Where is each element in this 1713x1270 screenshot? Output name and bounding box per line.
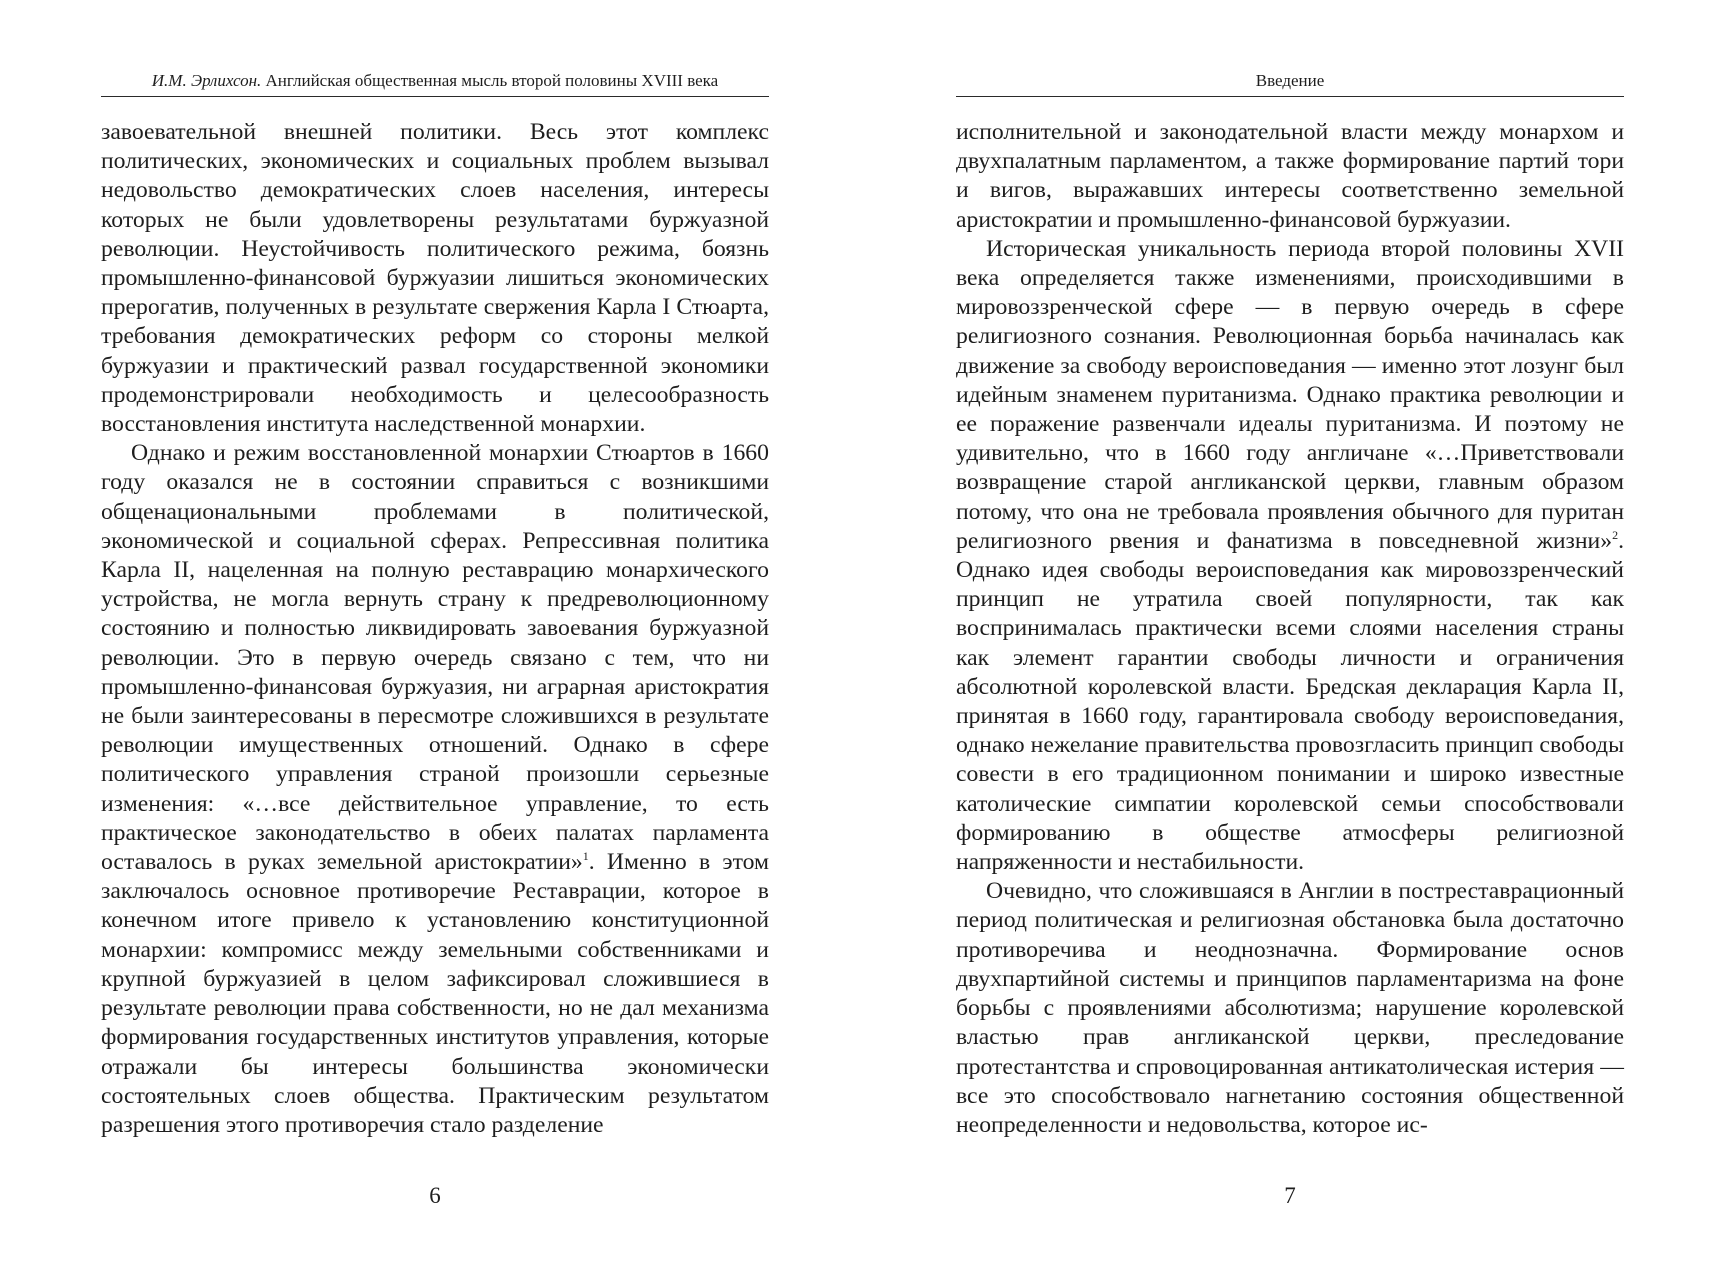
paragraph-text: Очевидно, что сложившаяся в Англии в постреставрационный период политическая и религиозная обстановка была достаточно противоречива и неоднозначна. Формирование основ двухпартийной системы и принципов парламентаризма на фоне борьбы с проявлениями абсолютизма; нарушение королевской властью прав англиканской церкви, преследование протестантства и спровоцированная антикатолическая истерия — все это способствовало нагнетанию состояния общественной неопределенности и недовольства, которое ис- — [956, 878, 1624, 1138]
footnote-marker: 1 — [582, 849, 589, 864]
paragraph — [956, 235, 1624, 877]
paragraph — [101, 439, 769, 1140]
paragraph — [956, 877, 1624, 1140]
paragraph-text: Однако и режим восстановленной монархии Стюартов в 1660 году оказался не в состоянии справиться с возникшими общенациональными проблемами в политической, экономической и социальной сферах. Репрессивная политика Карла II, нацеленная на полную реставрацию монархического устройства, не могла вернуть страну к предреволюционному состоянию и полностью ликвидировать завоевания буржуазной революции. Это в первую очередь связано с тем, что ни промышленно-финансовая буржуазия, ни аграрная аристократия не были заинтересованы в пересмотре сложившихся в результате революции имущественных отношений. Однако в сфере политического управления страной произошли серьезные изменения: «…все действительное управление, то есть практическое законодательство в обеих палатах парламента оставалось в руках земельной аристократии» — [101, 440, 769, 876]
running-head-right — [956, 70, 1624, 97]
running-head-book-title: Английская общественная мысль второй половины XVIII века — [265, 71, 719, 90]
footnote-marker: 2 — [1612, 527, 1619, 542]
right-page-body — [956, 118, 1624, 1140]
paragraph-text: завоевательной внешней политики. Весь этот комплекс политических, экономических и социальных проблем вызывал недовольство демократических слоев населения, интересы которых не были удовлетворены результатами буржуазной революции. Неустойчивость политического режима, боязнь промышленно-финансовой буржуазии лишиться экономических прерогатив, полученных в результате свержения Карла I Стюарта, требования демократических реформ со стороны мелкой буржуазии и практический развал государственной экономики продемонстрировали необходимость и целесообразность восстановления института наследственной монархии. — [101, 119, 769, 438]
paragraph-text: Историческая уникальность периода второй половины XVII века определяется также изменениями, происходившими в мировоззренческой сфере — в первую очередь в сфере религиозного сознания. Революционная борьба начиналась как движение за свободу вероисповедания — именно этот лозунг был идейным знаменем пуританизма. Однако практика революции и ее поражение развенчали идеалы пуританизма. И поэтому не удивительно, что в 1660 году англичане «…Приветствовали возвращение старой англиканской церкви, главным образом потому, что она не требовала проявления обычного для пуритан религиозного рвения и фанатизма в повседневной жизни» — [956, 235, 1624, 554]
paragraph — [101, 118, 769, 439]
running-head-author: И.М. Эрлихсон. — [151, 71, 262, 90]
paragraph-text-continued: . Именно в этом заключалось основное противоречие Реставрации, которое в конечном итоге привело к установлению конституционной монархии: компромисс между земельными собственниками и крупной буржуазией в целом зафиксировал сложившиеся в результате революции права собственности, но не дал механизма формирования государственных институтов управления, которые отражали бы интересы большинства экономически состоятельных слоев общества. Практическим результатом разрешения этого противоречия стало разделение — [101, 849, 769, 1138]
running-head-chapter-title: Введение — [1255, 71, 1325, 90]
paragraph-text-continued: . Однако идея свободы вероисповедания как мировоззренческий принцип не утратила своей популярности, так как воспринималась практически всеми слоями населения страны как элемент гарантии свободы личности и ограничения абсолютной королевской власти. Бредская декларация Карла II, принятая в 1660 году, гарантировала свободу вероисповедания, однако нежелание правительства провозгласить принцип свободы совести в его традиционном понимании и широко известные католические симпатии королевской семьи способствовали формированию в обществе атмосферы религиозной напряженности и нестабильности. — [956, 527, 1624, 876]
running-head-left — [101, 70, 769, 97]
left-page-body — [101, 118, 769, 1140]
paragraph-text: исполнительной и законодательной власти между монархом и двухпалатным парламентом, а также формирование партий тори и вигов, выражавших интересы соответственно земельной аристократии и промышленно-финансовой буржуазии. — [956, 119, 1624, 233]
page-number: 7 — [1284, 1183, 1296, 1208]
page-number: 6 — [429, 1183, 441, 1208]
paragraph — [956, 118, 1624, 235]
